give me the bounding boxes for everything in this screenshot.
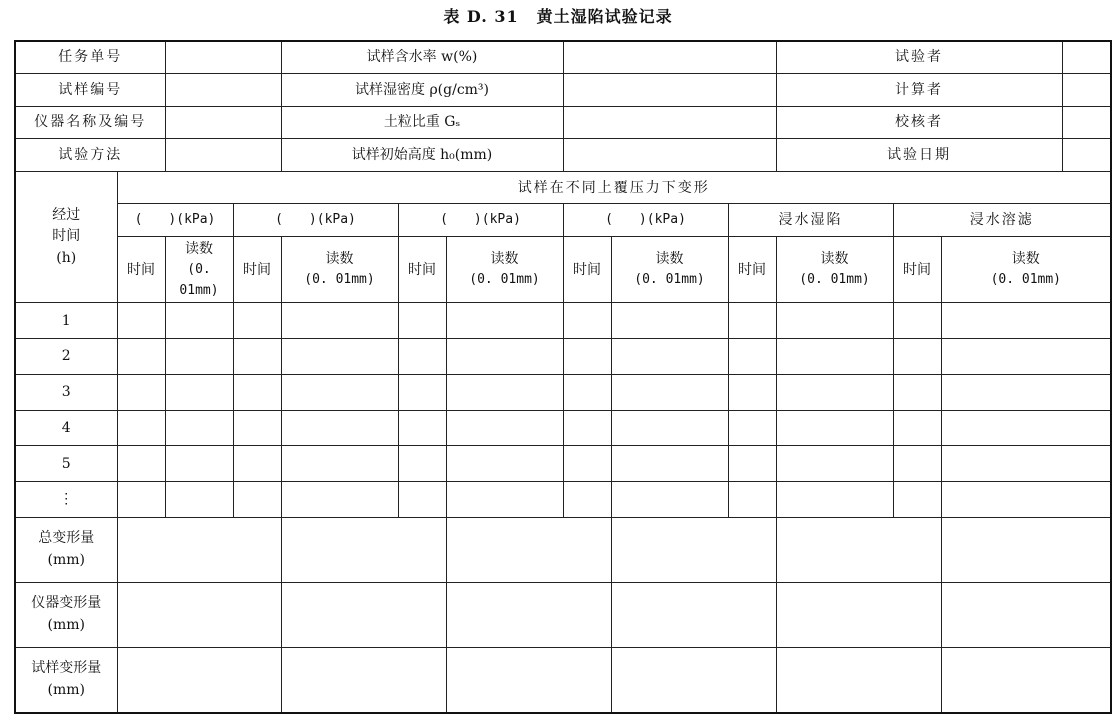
table-row [15,303,1111,339]
soak-collapse-label: 浸水湿陷 [728,204,893,237]
deform-title-row [15,171,1111,204]
table-row [15,374,1111,410]
time-label: 时间 [398,237,446,303]
header-row-2 [15,74,1111,107]
pressure-label-4: ( )(kPa) [563,204,728,237]
row-index: 2 [15,339,117,375]
task-no-value[interactable] [165,41,281,74]
table-name: 黄土湿陷试验记录 [536,7,673,26]
loess-collapse-record-table [14,40,1112,714]
row-index: ⋮ [15,482,117,518]
elapsed-time-line3: (h) [56,249,77,266]
tester-label: 试验者 [776,41,1062,74]
pressure-row [15,204,1111,237]
tester-value[interactable] [1062,41,1111,74]
table-row [15,339,1111,375]
reading-label: 读数 (0. 01mm) [446,237,563,303]
wet-density-value[interactable] [563,74,776,107]
elapsed-time-line1: 经过 [52,206,81,223]
total-deform-label: 总变形量 (mm) [15,517,117,582]
instrument-label: 仪器名称及编号 [15,106,165,139]
page-title [0,4,1116,27]
row-index: 3 [15,374,117,410]
table-number: 表 D. 31 [443,7,519,26]
row-index: 4 [15,410,117,446]
pressure-label-1: ( )(kPa) [117,204,233,237]
time-label: 时间 [893,237,941,303]
table-row [15,446,1111,482]
header-row-3 [15,106,1111,139]
sample-no-value[interactable] [165,74,281,107]
header-row-1 [15,41,1111,74]
reading-label: 读数 (0. 01mm) [776,237,893,303]
pressure-label-2: ( )(kPa) [233,204,398,237]
initial-height-label: 试样初始高度 h₀(mm) [281,139,563,172]
table-row [15,410,1111,446]
checker-value[interactable] [1062,106,1111,139]
method-value[interactable] [165,139,281,172]
pressure-label-3: ( )(kPa) [398,204,563,237]
reading-label: 读数 (0. 01mm) [611,237,728,303]
reading-label: 读数 (0. 01mm) [941,237,1111,303]
elapsed-time-line2: 时间 [52,228,81,245]
header-row-4 [15,139,1111,172]
elapsed-time-header [15,171,117,302]
initial-height-value[interactable] [563,139,776,172]
sample-no-label: 试样编号 [15,74,165,107]
time-label: 时间 [233,237,281,303]
reading-label: 读数 (0. 01mm) [281,237,398,303]
instrument-value[interactable] [165,106,281,139]
table-row [15,482,1111,518]
calculator-value[interactable] [1062,74,1111,107]
specific-gravity-label: 土粒比重 Gₛ [281,106,563,139]
instrument-deform-label: 仪器变形量 (mm) [15,582,117,647]
row-index: 5 [15,446,117,482]
water-content-label: 试样含水率 w(%) [281,41,563,74]
reading-label: 读数 (0. 01mm) [165,237,233,303]
task-no-label: 任务单号 [15,41,165,74]
wet-density-label: 试样湿密度 ρ(g/cm³) [281,74,563,107]
calculator-label: 计算者 [776,74,1062,107]
row-index: 1 [15,303,117,339]
summary-row-instrument [15,582,1111,647]
sample-deform-label: 试样变形量 (mm) [15,648,117,713]
water-content-value[interactable] [563,41,776,74]
summary-row-sample [15,648,1111,713]
test-date-label: 试验日期 [776,139,1062,172]
soak-leach-label: 浸水溶滤 [893,204,1111,237]
specific-gravity-value[interactable] [563,106,776,139]
time-label: 时间 [728,237,776,303]
subheader-row [15,237,1111,303]
summary-row-total [15,517,1111,582]
test-date-value[interactable] [1062,139,1111,172]
time-label: 时间 [563,237,611,303]
method-label: 试验方法 [15,139,165,172]
deform-title: 试样在不同上覆压力下变形 [117,171,1111,204]
time-label: 时间 [117,237,165,303]
checker-label: 校核者 [776,106,1062,139]
